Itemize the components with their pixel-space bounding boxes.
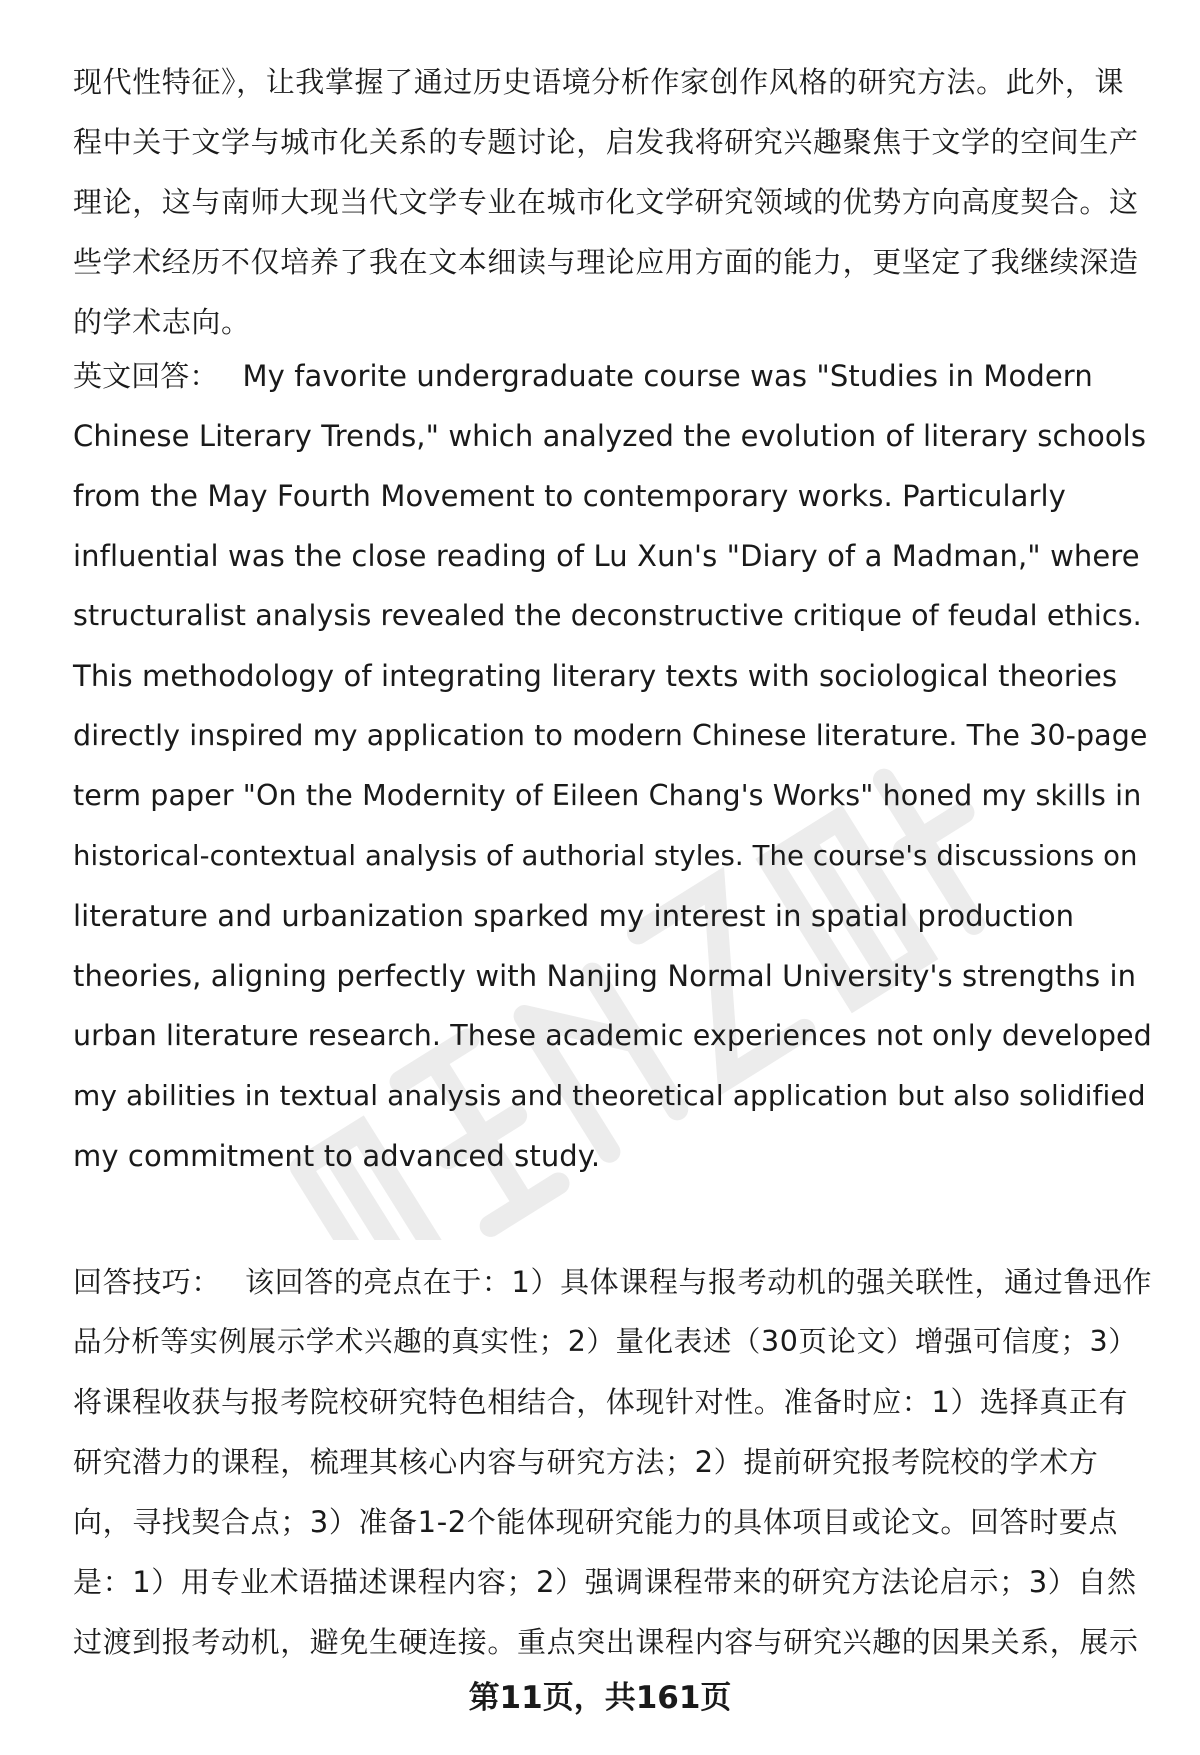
english-answer-line: my abilities in textual analysis and theoretical application but also solidified [73,1079,1146,1112]
tips-line: 研究潜力的课程，梳理其核心内容与研究方法；2）提前研究报考院校的学术方 [73,1445,1099,1479]
intro-paragraph [73,52,1153,352]
intro-line: 程中关于文学与城市化关系的专题讨论，启发我将研究兴趣聚焦于文学的空间生产 [73,125,1139,159]
english-answer-line: structuralist analysis revealed the deconstructive critique of feudal ethics. [73,599,1142,632]
english-answer-line: My favorite undergraduate course was "Studies in Modern [242,359,1093,393]
tips-line: 该回答的亮点在于：1）具体课程与报考动机的强关联性，通过鲁迅作 [245,1265,1153,1299]
tips-first-line [73,1252,1153,1312]
english-answer-label: 英文回答： [73,359,219,393]
page-number: 第11页，共161页 [468,1680,732,1716]
english-answer-line: Chinese Literary Trends," which analyzed the evolution of literary schools [73,419,1147,453]
tips-line: 向，寻找契合点；3）准备1-2个能体现研究能力的具体项目或论文。回答时要点 [73,1505,1119,1539]
english-answer-line: influential was the close reading of Lu Xun's "Diary of a Madman," where [73,539,1140,573]
english-answer-line: urban literature research. These academic experiences not only developed [73,1019,1152,1052]
english-answer-paragraph [73,346,1153,1186]
tips-paragraph [73,1252,1153,1672]
tips-label: 回答技巧： [73,1265,222,1299]
intro-line: 些学术经历不仅培养了我在文本细读与理论应用方面的能力，更坚定了我继续深造 [73,245,1139,279]
english-answer-first-line [73,346,1153,406]
intro-line: 理论，这与南师大现当代文学专业在城市化文学研究领域的优势方向高度契合。这 [73,185,1139,219]
english-answer-line: term paper "On the Modernity of Eileen Chang's Works" honed my skills in [73,779,1142,812]
english-answer-line: historical-contextual analysis of authorial styles. The course's discussions on [73,840,1138,872]
tips-line: 是：1）用专业术语描述课程内容；2）强调课程带来的研究方法论启示；3）自然 [73,1565,1137,1599]
english-answer-line: directly inspired my application to modern Chinese literature. The 30-page [73,719,1148,752]
english-answer-line: literature and urbanization sparked my interest in spatial production [73,899,1075,933]
english-answer-line: from the May Fourth Movement to contemporary works. Particularly [73,479,1066,513]
english-answer-line: This methodology of integrating literary texts with sociological theories [73,659,1118,693]
english-answer-line: theories, aligning perfectly with Nanjing Normal University's strengths in [73,959,1137,993]
tips-line: 过渡到报考动机，避免生硬连接。重点突出课程内容与研究兴趣的因果关系，展示 [73,1625,1139,1659]
intro-line: 现代性特征》，让我掌握了通过历史语境分析作家创作风格的研究方法。此外，课 [73,65,1125,99]
tips-line: 品分析等实例展示学术兴趣的真实性；2）量化表述（30页论文）增强可信度；3） [73,1325,1138,1358]
english-answer-line: my commitment to advanced study. [73,1139,601,1173]
tips-line: 将课程收获与报考院校研究特色相结合，体现针对性。准备时应：1）选择真正有 [73,1385,1129,1419]
intro-line: 的学术志向。 [73,305,251,339]
